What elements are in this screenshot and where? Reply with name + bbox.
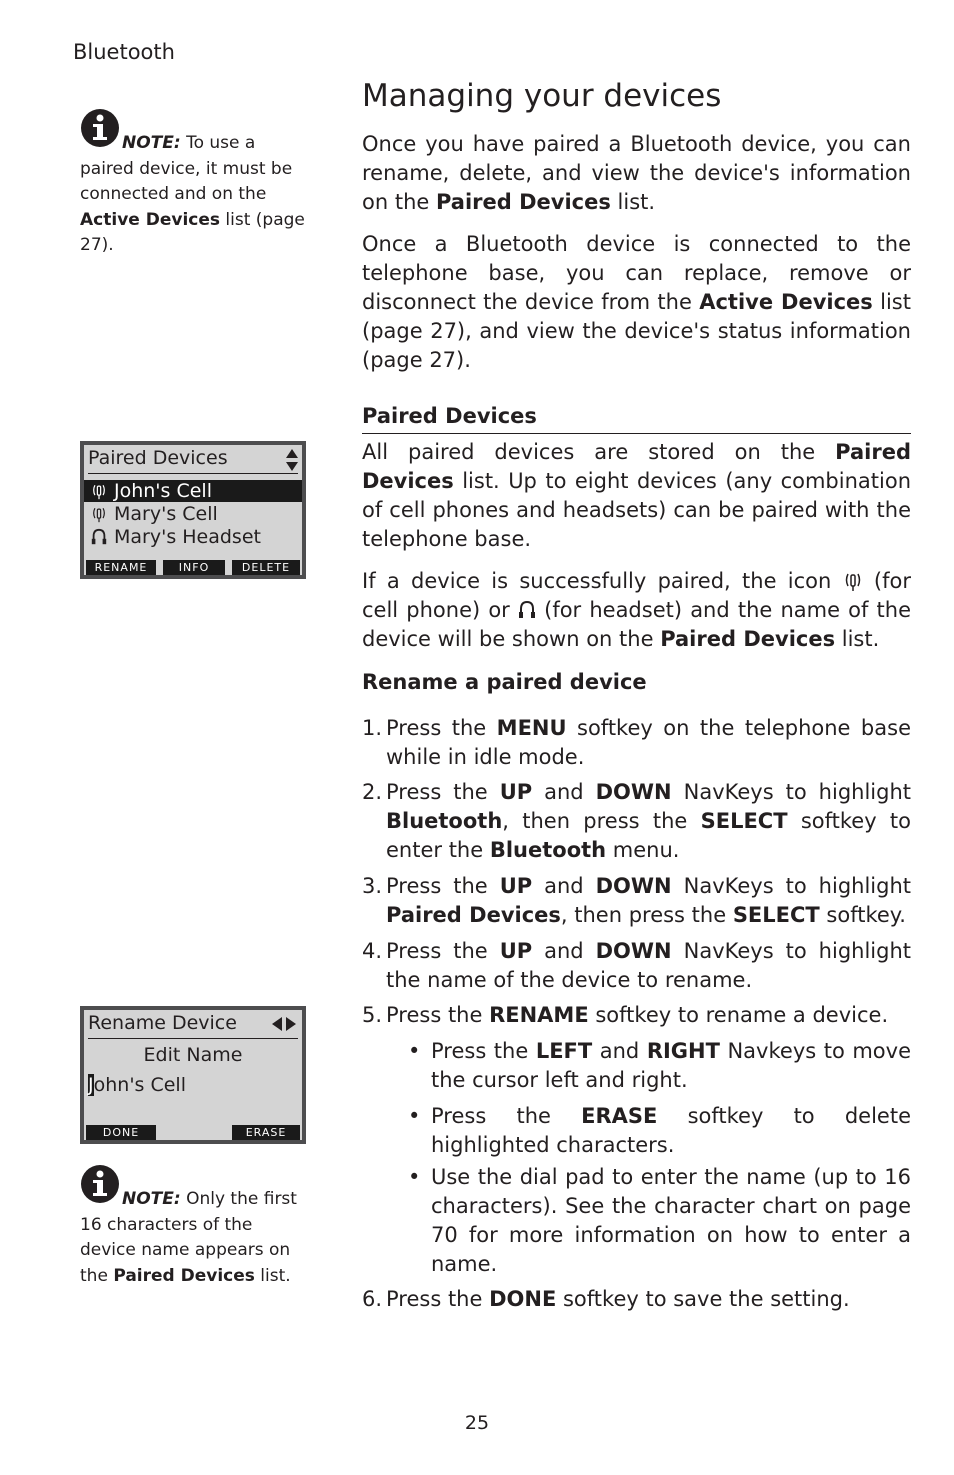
bullet-item	[408, 1037, 911, 1095]
text-run: list.	[610, 190, 656, 214]
rich-text	[362, 230, 911, 375]
lcd-row-label: Mary's Headset	[114, 526, 261, 548]
text-run: softkey to rename a device.	[588, 1003, 889, 1027]
p2-text: list.	[841, 627, 880, 651]
headset-icon	[90, 528, 108, 546]
text-run: Navkeys to move the cursor left and right.	[431, 1039, 911, 1092]
bold-text: ERASE	[581, 1104, 658, 1128]
lcd-paired-devices	[80, 441, 306, 579]
bullet-dot: •	[408, 1104, 421, 1128]
lcd-row	[84, 480, 302, 502]
bullet-item	[408, 1163, 911, 1279]
text-run: Once a Bluetooth device is connected to the telephone base, you can replace, remove or disconnect the device from the	[362, 232, 911, 314]
text-run: Press the	[431, 1039, 536, 1063]
text-run: Press the	[386, 874, 500, 898]
bold-text: DOWN	[595, 939, 672, 963]
lcd-edit-name: Edit Name	[143, 1044, 243, 1066]
step-number: 5.	[362, 1003, 383, 1027]
step-number: 3.	[362, 874, 383, 898]
text-run: Press the	[386, 716, 497, 740]
lcd-title: Rename Device	[88, 1012, 237, 1034]
note-label: NOTE:	[122, 1189, 181, 1209]
step-number: 6.	[362, 1287, 383, 1311]
p2-text: (for cell phone) or	[362, 569, 911, 622]
rename-heading: Rename a paired device	[362, 670, 647, 694]
text-run: and	[592, 1039, 647, 1063]
bold-text: Paired Devices	[435, 190, 611, 214]
text-run: softkey.	[819, 903, 906, 927]
lcd-row	[84, 526, 302, 548]
text-run: list.	[254, 1265, 291, 1286]
softkey-delete: DELETE	[232, 560, 300, 575]
text-run: Once you have paired a Bluetooth device, you can rename, delete, and view the device's information on the	[362, 132, 911, 214]
softkey-done: DONE	[86, 1125, 156, 1140]
bold-text: DONE	[489, 1287, 557, 1311]
step-number: 4.	[362, 939, 383, 963]
lcd-title: Paired Devices	[88, 447, 228, 469]
paired-paragraph	[362, 438, 911, 554]
text-cursor: J	[88, 1074, 94, 1096]
bold-text: UP	[499, 874, 533, 898]
page-title: Managing your devices	[362, 78, 722, 114]
cell-phone-icon	[843, 570, 863, 592]
note-label: NOTE:	[122, 133, 181, 153]
text-run: menu.	[606, 838, 680, 862]
bold-text: SELECT	[700, 809, 788, 833]
bold-text: Paired Devices	[113, 1265, 255, 1286]
bold-text: SELECT	[732, 903, 820, 927]
p2-bold: Paired Devices	[660, 627, 836, 651]
p2-text: (for headset) and the name of the device will be shown on the	[362, 598, 911, 651]
bold-text: Bluetooth	[489, 838, 607, 862]
bold-text: UP	[499, 939, 533, 963]
text-run: Press the	[431, 1104, 582, 1128]
text-run: and	[532, 874, 596, 898]
bold-text: Active Devices	[80, 209, 220, 230]
p2-text: If a device is successfully paired, the icon	[362, 569, 832, 593]
text-run: NavKeys to highlight the name of the device to rename.	[386, 939, 911, 992]
step-6	[362, 1285, 911, 1314]
rich-text	[386, 872, 911, 930]
bold-text: DOWN	[595, 780, 672, 804]
lcd-header	[88, 447, 298, 474]
bold-text: Bluetooth	[386, 809, 503, 833]
rich-text	[80, 133, 305, 255]
lcd-name-value	[88, 1074, 186, 1096]
left-right-arrow-icon	[272, 1017, 296, 1031]
bullet-item	[408, 1102, 911, 1160]
lcd-row-label: John's Cell	[114, 480, 212, 502]
softkey-info: INFO	[163, 560, 225, 575]
rich-text	[386, 1001, 911, 1030]
bold-text: DOWN	[595, 874, 672, 898]
bold-text: Active Devices	[699, 290, 873, 314]
bold-text: Paired Devices	[362, 440, 911, 493]
rich-text	[386, 778, 911, 865]
text-run: softkey to delete highlighted characters.	[431, 1104, 911, 1157]
text-run: Press the	[386, 939, 500, 963]
note-2	[80, 1164, 305, 1289]
text-run: NavKeys to highlight	[671, 874, 911, 898]
note-1	[80, 108, 305, 259]
rich-text	[362, 438, 911, 554]
text-run: and	[532, 780, 596, 804]
text-run: list (page 27).	[80, 209, 305, 255]
text-run: softkey to save the setting.	[556, 1287, 850, 1311]
text-run: softkey to enter the	[386, 809, 911, 862]
page-number: 25	[464, 1412, 490, 1434]
bold-text: Paired Devices	[386, 903, 561, 927]
intro-paragraph	[362, 230, 911, 375]
bold-text: UP	[499, 780, 533, 804]
text-run: To use a paired device, it must be connected and on the	[80, 133, 293, 204]
softkey-rename: RENAME	[86, 560, 156, 575]
bold-text: RENAME	[489, 1003, 589, 1027]
rich-text	[386, 714, 911, 772]
rich-text	[386, 937, 911, 995]
rich-text	[431, 1037, 911, 1095]
text-run: list (page 27), and view the device's status information (page 27).	[362, 290, 911, 372]
info-icon	[80, 1164, 122, 1206]
bold-text: RIGHT	[646, 1039, 720, 1063]
paired-icon-paragraph	[362, 567, 911, 654]
intro-paragraph	[362, 130, 911, 217]
text-run: Use the dial pad to enter the name (up to 16 characters). See the character chart on page 70 for more information on how to enter a name.	[431, 1165, 911, 1276]
bullet-dot: •	[408, 1165, 421, 1189]
text-run: NavKeys to highlight	[671, 780, 911, 804]
info-icon	[80, 108, 122, 150]
bullet-dot: •	[408, 1039, 421, 1063]
lcd-row	[84, 503, 302, 525]
step-3	[362, 872, 911, 930]
lcd-header	[88, 1012, 298, 1039]
rich-text	[431, 1102, 911, 1160]
step-number: 2.	[362, 780, 383, 804]
lcd-row-label: Mary's Cell	[114, 503, 218, 525]
rich-text	[386, 1285, 911, 1314]
cell-phone-icon	[90, 482, 108, 500]
lcd-rename-device	[80, 1006, 306, 1144]
step-1	[362, 714, 911, 772]
step-number: 1.	[362, 716, 383, 740]
paired-devices-heading: Paired Devices	[362, 402, 911, 434]
step-4	[362, 937, 911, 995]
text-run: Only the first 16 characters of the device name appears on the	[80, 1189, 297, 1286]
text-run: Press the	[386, 1287, 490, 1311]
softkey-erase: ERASE	[232, 1125, 300, 1140]
step-2	[362, 778, 911, 865]
text-run: and	[532, 939, 596, 963]
text-run: All paired devices are stored on the	[362, 440, 836, 464]
text-run: , then press the	[502, 809, 701, 833]
text-run: Press the	[386, 1003, 490, 1027]
headset-icon	[518, 600, 536, 620]
section-header: Bluetooth	[73, 40, 175, 64]
lcd-name-rest: ohn's Cell	[93, 1074, 186, 1096]
cell-phone-icon	[90, 505, 108, 523]
text-run: list. Up to eight devices (any combination of cell phones and headsets) can be paired with the telephone base.	[362, 469, 911, 551]
bold-text: LEFT	[535, 1039, 593, 1063]
rich-text	[362, 130, 911, 217]
text-run: , then press the	[560, 903, 733, 927]
step-5	[362, 1001, 911, 1030]
text-run: softkey on the telephone base while in idle mode.	[386, 716, 911, 769]
up-down-arrow-icon	[286, 449, 298, 471]
rich-text	[431, 1163, 911, 1279]
bold-text: MENU	[496, 716, 567, 740]
text-run: Press the	[386, 780, 500, 804]
